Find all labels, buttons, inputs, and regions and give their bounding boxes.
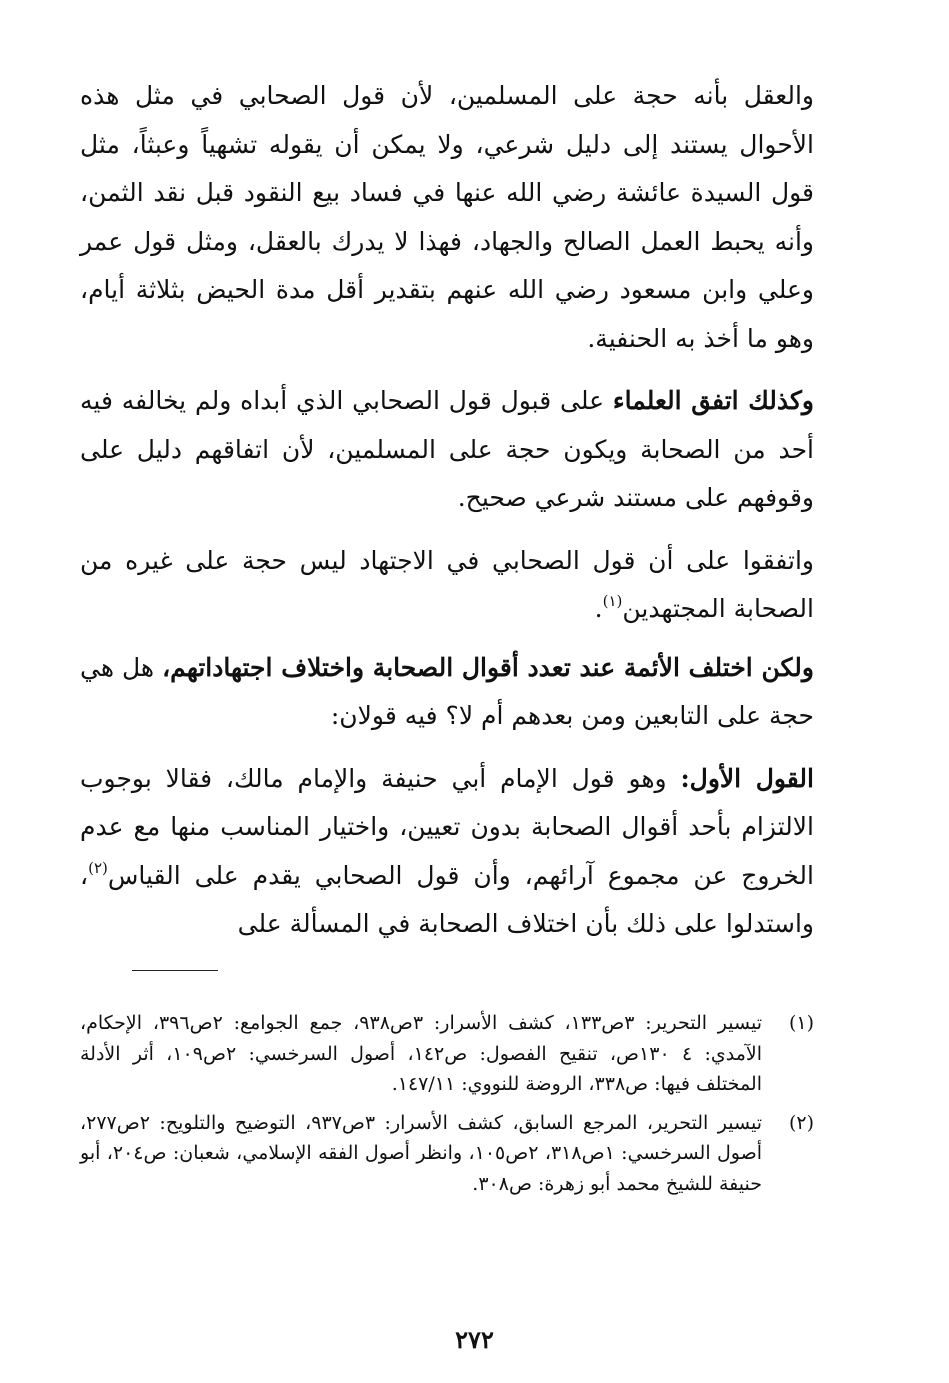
footnote-ref-2[interactable]: (٢)	[88, 858, 108, 877]
main-text	[80, 72, 814, 963]
paragraph-tail: ، واستدلوا على ذلك بأن اختلاف الصحابة في المسألة على	[80, 860, 814, 938]
paragraph-text: على قبول قول الصحابي الذي أبداه ولم يخالفه فيه أحد من الصحابة ويكون حجة على المسلمين، لأن اتفاقهم دليل على وقوفهم على مستند شرعي صحيح.	[80, 386, 814, 512]
paragraph-tail: .	[594, 594, 603, 623]
footnote-2	[80, 1108, 814, 1200]
paragraph-5	[80, 755, 814, 949]
paragraph-1	[80, 72, 814, 363]
paragraph-text: واتفقوا على أن قول الصحابي في الاجتهاد ليس حجة على غيره من الصحابة المجتهدين	[80, 545, 814, 623]
paragraph-2	[80, 377, 814, 523]
footnotes	[80, 1008, 814, 1207]
footnote-text: تيسير التحرير: ٣ص١٣٣، كشف الأسرار: ٣ص٩٣٨، جمع الجوامع: ٢ص٣٩٦، الإحكام، الآمدي: ٤ ١٣٠ص، تنقيح الفصول: ص١٤٢، أصول السرخسي: ٢ص١٠٩، أثر الأدلة المختلف فيها: ص٣٣٨، الروضة للنووي: ١٤٧/١١.	[80, 1012, 763, 1095]
paragraph-text: هل هي حجة على التابعين ومن بعدهم أم لا؟ فيه قولان:	[80, 652, 814, 730]
page-number: ٢٧٢	[455, 1325, 494, 1354]
footnote-number: (٢)	[788, 1111, 814, 1134]
paragraph-text: والعقل بأنه حجة على المسلمين، لأن قول الصحابي في مثل هذه الأحوال يستند إلى دليل شرعي، ولا يمكن أن يقوله تشهياً وعبثاً، مثل قول السيدة عائشة رضي الله عنها في فساد بيع النقود قبل نقد الثمن، وأنه يحبط العمل الصالح والجهاد، فهذا لا يدرك بالعقل، ومثل قول عمر وعلي وابن مسعود رضي الله عنهم بتقدير أقل مدة الحيض بثلاثة أيام، وهو ما أخذ به الحنفية.	[80, 81, 814, 353]
footnote-1	[80, 1008, 814, 1100]
footnote-number: (١)	[788, 1012, 814, 1034]
footnote-ref-1[interactable]: (١)	[602, 592, 623, 610]
paragraph-3	[80, 537, 814, 634]
footnote-text: تيسير التحرير، المرجع السابق، كشف الأسرار: ٣ص٩٣٧، التوضيح والتلويح: ٢ص٢٧٧، أصول السرخسي: ١ص٣١٨، ٢ص١٠٥، وانظر أصول الفقه الإسلامي، شعبان: ص٢٠٤، أبو حنيفة للشيخ محمد أبو زهرة: ص٣٠٨.	[80, 1111, 762, 1195]
paragraph-text: وهو قول الإمام أبي حنيفة والإمام مالك، فقالا بوجوب الالتزام بأحد أقوال الصحابة بدون تعيين، واختيار المناسب منها مع عدم الخروج عن مجموع آرائهم، وأن قول الصحابي يقدم على القياس	[80, 763, 814, 890]
paragraph-lead: وكذلك اتفق العلماء	[612, 386, 814, 415]
paragraph-4	[80, 644, 814, 741]
footnote-separator	[132, 970, 218, 971]
paragraph-lead: القول الأول:	[680, 763, 814, 793]
paragraph-lead: ولكن اختلف الأئمة عند تعدد أقوال الصحابة واختلاف اجتهاداتهم،	[162, 652, 814, 682]
